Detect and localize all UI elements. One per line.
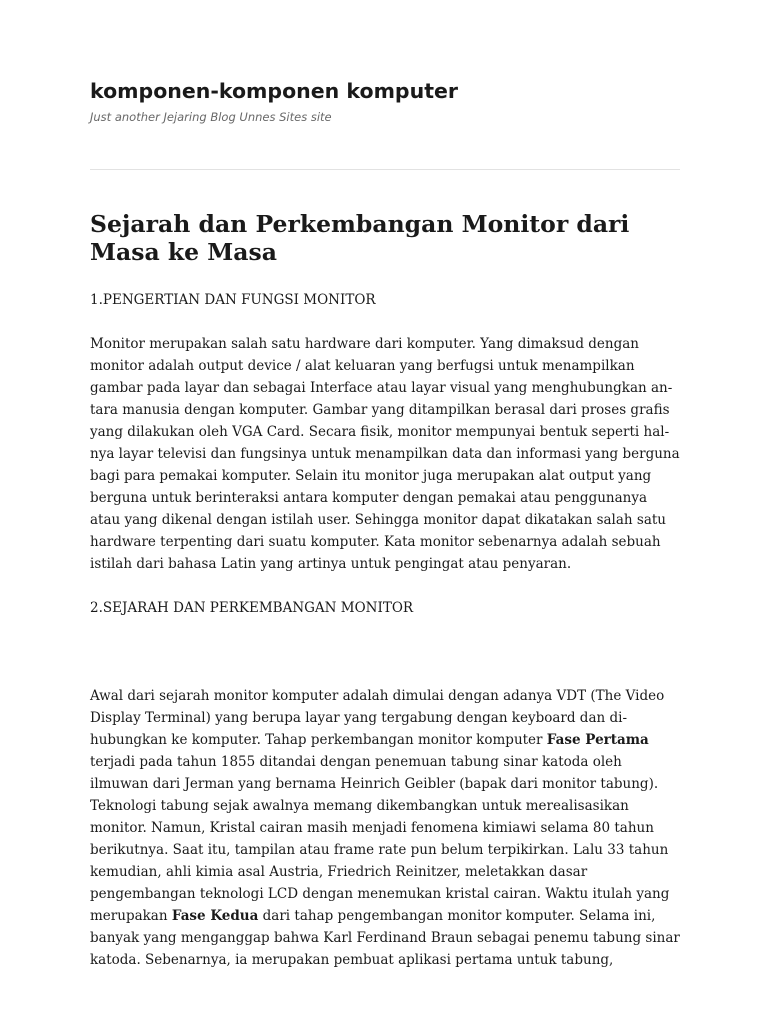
- bold-phase-two: Fase Kedua: [171, 908, 259, 924]
- bold-phase-one: Fase Pertama: [546, 732, 649, 748]
- post-content: [90, 289, 680, 993]
- site-title-link[interactable]: komponen-komponen komputer: [90, 79, 459, 103]
- site-description: Just another Jejaring Blog Unnes Sites site: [90, 110, 332, 124]
- section-heading-definition: 1.PENGERTIAN DAN FUNGSI MONITOR: [90, 292, 376, 308]
- paragraph-definition: Monitor merupakan salah satu hardware dari komputer. Yang dimaksud dengan monitor adalah output device / alat keluaran yang berfugsi untuk menampilkan gambar pada layar dan sebagai Interface atau layar visual yang menghubungkan antara manusia dengan komputer. Gambar yang ditampilkan berasal dari proses grafis yang dilakukan oleh VGA Card. Secara fisik, monitor mempunyai bentuk seperti halnya layar televisi dan fungsinya untuk menampilkan data dan informasi yang berguna bagi para pemakai komputer. Selain itu monitor juga merupakan alat output yang berguna untuk berinteraksi antara komputer dengan pemakai atau penggunanya atau yang dikenal dengan istilah user. Sehingga monitor dapat dikatakan salah satu hardware terpenting dari suatu komputer. Kata monitor sebenarnya adalah sebuah istilah dari bahasa Latin yang artinya untuk pengingat atau penyaran.: [90, 336, 680, 572]
- paragraph-history: [90, 685, 680, 971]
- history-text-2: terjadi pada tahun 1855 ditandai dengan penemuan tabung sinar katoda oleh ilmuwan dari Jerman yang bernama Heinrich Geibler (bapak dari monitor tabung). Teknologi tabung sejak awalnya memang dikembangkan untuk merealisasikan monitor. Namun, Kristal cairan masih menjadi fenomena kimiawi selama 80 tahun berikutnya. Saat itu, tampilan atau frame rate pun belum terpikirkan. Lalu 33 tahun kemudian, ahli kimia asal Austria, Friedrich Reinitzer, meletakkan dasar pengembangan teknologi LCD dengan menemukan kristal cairan. Waktu itulah yang merupakan: [90, 754, 670, 924]
- post-title: Sejarah dan Perkembangan Monitor dari Masa ke Masa: [90, 210, 630, 266]
- empty-paragraph: [90, 641, 680, 663]
- header-divider: [90, 169, 680, 170]
- history-text-3: dari tahap pengembangan monitor komputer. Selama ini, banyak yang menganggap bahwa Karl Ferdinand Braun sebagai penemu tabung sinar katoda. Sebenarnya, ia merupakan pembuat aplikasi pertama untuk tabung,: [90, 908, 680, 968]
- history-text-1: Awal dari sejarah monitor komputer adalah dimulai dengan adanya VDT (The Video Display Terminal) yang berupa layar yang tergabung dengan keyboard dan dihubungkan ke komputer. Tahap perkembangan monitor komputer: [90, 688, 665, 748]
- section-heading-history: 2.SEJARAH DAN PERKEMBANGAN MONITOR: [90, 600, 414, 616]
